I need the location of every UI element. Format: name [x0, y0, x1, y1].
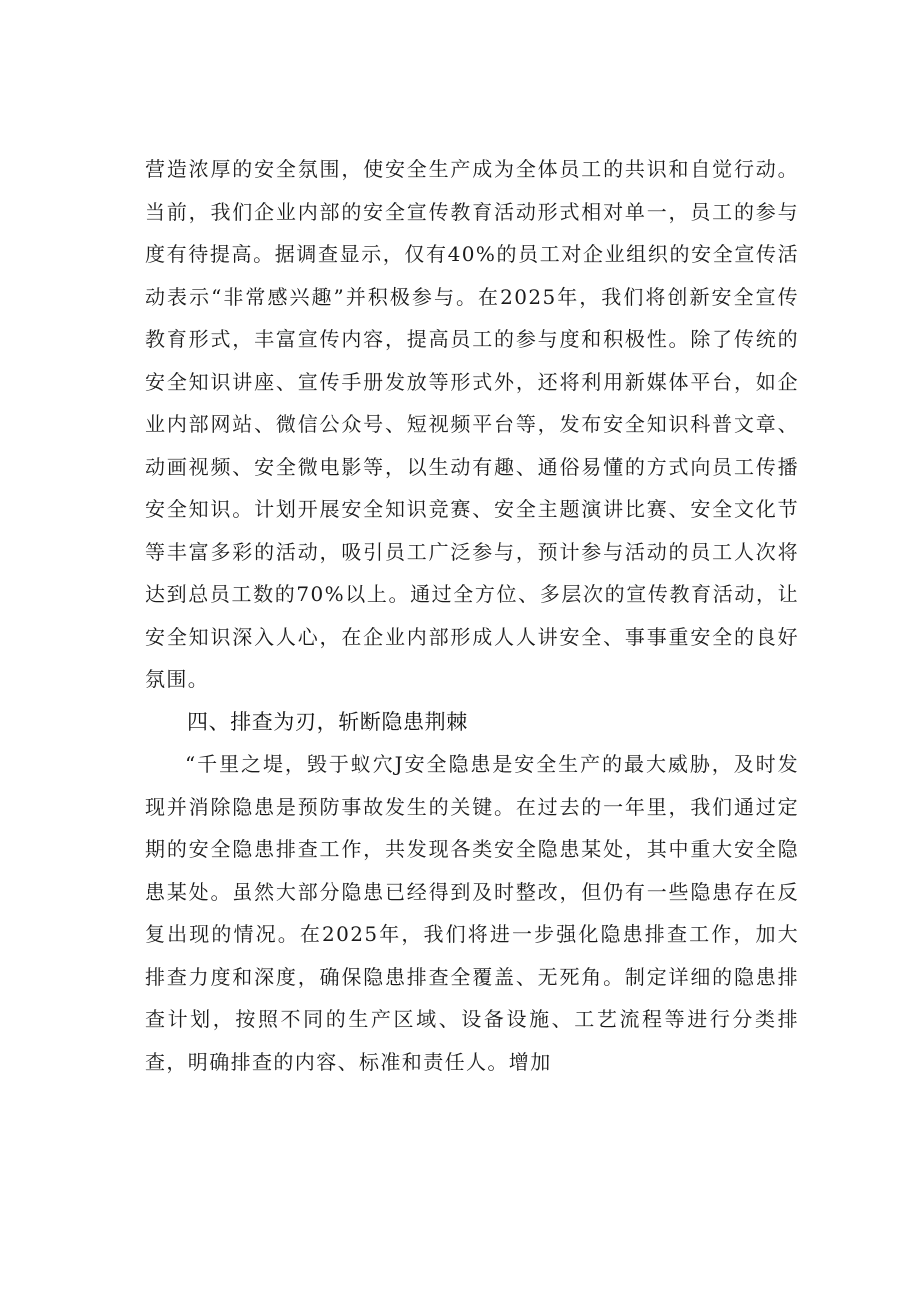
section-heading: 四、排查为刃，斩断隐患荆棘 — [187, 709, 468, 734]
body-paragraph-1: 营造浓厚的安全氛围，使安全生产成为全体员工的共识和自觉行动。当前，我们企业内部的安全宣传教育活动形式相对单一，员工的参与度有待提高。据调查显示，仅有40%的员工对企业组织的安全宣传活动表示“非常感兴趣”并积极参与。在2025年，我们将创新安全宣传教育形式，丰富宣传内容，提高员工的参与度和积极性。除了传统的安全知识讲座、宣传手册发放等形式外，还将利用新媒体平台，如企业内部网站、微信公众号、短视频平台等，发布安全知识科普文章、动画视频、安全微电影等，以生动有趣、通俗易懂的方式向员工传播安全知识。计划开展安全知识竞赛、安全主题演讲比赛、安全文化节等丰富多彩的活动，吸引员工广泛参与，预计参与活动的员工人次将达到总员工数的70%以上。通过全方位、多层次的宣传教育活动，让安全知识深入人心，在企业内部形成人人讲安全、事事重安全的良好氛围。 — [145, 157, 799, 691]
body-paragraph-2: “千里之堤，毁于蚁穴J安全隐患是安全生产的最大威胁，及时发现并消除隐患是预防事故发生的关键。在过去的一年里，我们通过定期的安全隐患排查工作，共发现各类安全隐患某处，其中重大安全隐患某处。虽然大部分隐患已经得到及时整改，但仍有一些隐患存在反复出现的情况。在2025年，我们将进一步强化隐患排查工作，加大排查力度和深度，确保隐患排查全覆盖、无死角。制定详细的隐患排查计划，按照不同的生产区域、设备设施、工艺流程等进行分类排查，明确排查的内容、标准和责任人。增加 — [145, 752, 799, 1074]
document-body — [145, 148, 799, 1083]
